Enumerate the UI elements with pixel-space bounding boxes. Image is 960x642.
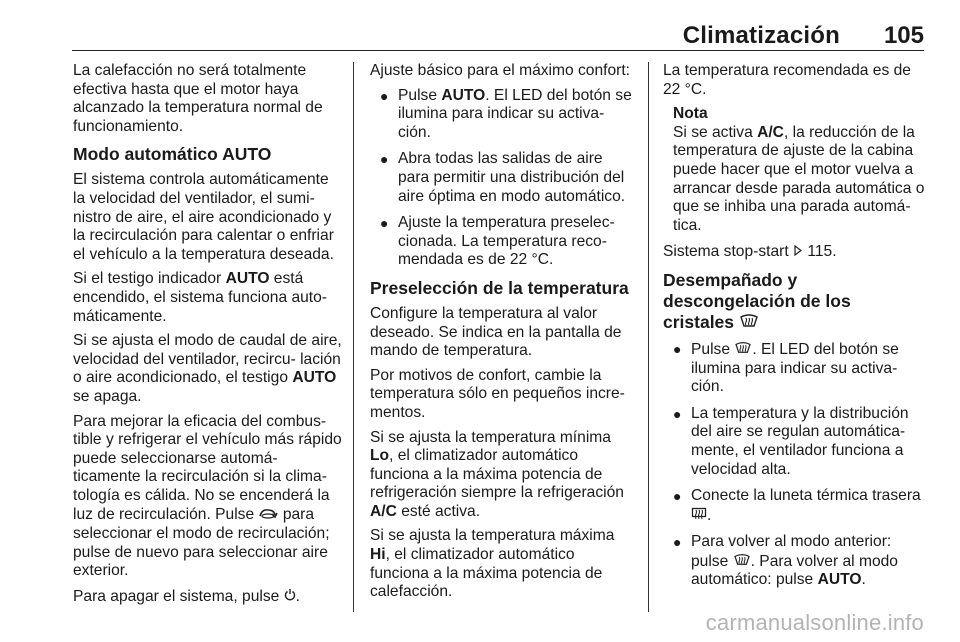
paragraph-power-off: Para apagar el sistema, pulse .	[73, 587, 300, 605]
page-header	[0, 0, 960, 52]
list-item: ● Ajuste la temperatura preselec- cionada. La temperatura reco- mendada es de 22 °C.	[380, 214, 615, 269]
stop-start-page-link[interactable]: 115.	[807, 243, 837, 261]
header-divider	[72, 50, 924, 51]
paragraph-basic-setting: Ajuste básico para el máximo confort:	[370, 62, 631, 79]
paragraph-max-temp: Si se ajusta la temperatura máxima Hi, el climatizador automático funciona a la máxima potencia de calefacción.	[370, 527, 615, 601]
list-item: ● La temperatura y la distribución del aire se regulan automática- mente, el ventilador funciona a velocidad alta.	[673, 404, 909, 478]
list-item: ● Pulse AUTO. El LED del botón se ilumina para indicar su activa- ción.	[380, 86, 632, 141]
heading-preselection: Preselección de la temperatura	[370, 277, 629, 298]
rear-window-defrost-icon	[691, 507, 707, 523]
paragraph-auto-indicator: Si el testigo indicador AUTO está encendido, el sistema funciona auto- máticamente.	[73, 270, 327, 325]
list-basic-setting	[370, 87, 635, 270]
column-divider-2	[648, 62, 649, 612]
heading-defrost: Desempañado y descongelación de los cristales	[663, 269, 851, 332]
list-item: ● Para volver al modo anterior: pulse . Para volver al modo automático: pulse AUTO.	[673, 533, 898, 589]
column-divider-1	[353, 62, 354, 612]
bullet-icon: ●	[380, 151, 389, 168]
bullet-icon: ●	[673, 405, 682, 422]
bullet-icon: ●	[673, 340, 682, 357]
note-text: Si se activa A/C, la reducción de la temperatura de ajuste de la cabina puede hacer que el motor vuelva a arrancar desde parada automática o que se inhiba una parada automá- tica.	[673, 123, 925, 234]
windshield-defrost-icon	[739, 315, 759, 331]
paragraph-recirculation: Para mejorar la eficacia del combus- tible y refrigerar el vehículo más rápido puede seleccionarse automá- ticamente la recirculación si la clima- tología es cálida. No se encenderá la luz de recirculación. Pulse para seleccionar el modo de recirculación; pulse de nuevo para seleccionar aire exterior.	[73, 412, 342, 580]
list-item: ● Conecte la luneta térmica trasera .	[673, 487, 921, 524]
recirculation-icon	[258, 506, 278, 522]
list-item: ● Pulse . El LED del botón se ilumina para indicar su activa- ción.	[673, 340, 899, 396]
windshield-defrost-icon	[734, 341, 752, 357]
bullet-icon: ●	[673, 488, 682, 505]
note-box	[663, 105, 925, 235]
paragraph-comfort: Por motivos de confort, cambie la temperatura sólo en pequeños incre- mentos.	[370, 366, 625, 421]
paragraph-recommended-temp: La temperatura recomendada es de 22 °C.	[663, 62, 911, 98]
paragraph-min-temp: Si se ajusta la temperatura mínima Lo, el climatizador automático funciona a la máxima potencia de refrigeración siempre la refrigeración A/C esté activa.	[370, 428, 624, 520]
list-item: ● Abra todas las salidas de aire para permitir una distribución del aire óptima en modo automático.	[380, 150, 626, 205]
column-1	[73, 62, 343, 612]
note-title: Nota	[673, 105, 708, 123]
list-defrost	[663, 340, 925, 590]
watermark: carmanualsonline.info	[705, 610, 924, 635]
paragraph-configure-temp: Configure la temperatura al valor deseado. Se indica en la pantalla de mando de temperatura.	[370, 304, 622, 360]
column-3	[663, 62, 925, 598]
heading-auto-mode: Modo automático AUTO	[73, 144, 272, 165]
page-reference-arrow-icon	[793, 243, 803, 259]
bullet-icon: ●	[673, 534, 682, 551]
bullet-icon: ●	[380, 215, 389, 232]
bullet-icon: ●	[380, 87, 389, 104]
paragraph-stop-start: Sistema stop-start 115.	[663, 243, 837, 261]
paragraph-auto-off: Si se ajusta el modo de caudal de aire, velocidad del ventilador, recircu- lación o aire acondicionado, el testigo AUTO se apaga.	[73, 332, 342, 405]
paragraph-auto-control: El sistema controla automáticamente la velocidad del ventilador, el sumi- nistro de aire, el aire acondicionado y la recirculación para calentar o enfriar el vehículo a la temperatura deseada.	[73, 171, 334, 263]
page-title: Climatización	[682, 22, 840, 49]
windshield-defrost-icon	[733, 553, 751, 569]
paragraph-heating-note: La calefacción no será totalmente efectiva hasta que el motor haya alcanzado la temperatura normal de funcionamiento.	[73, 62, 323, 135]
power-icon	[284, 588, 296, 604]
column-2	[370, 62, 635, 608]
page-number: 105	[883, 22, 924, 49]
